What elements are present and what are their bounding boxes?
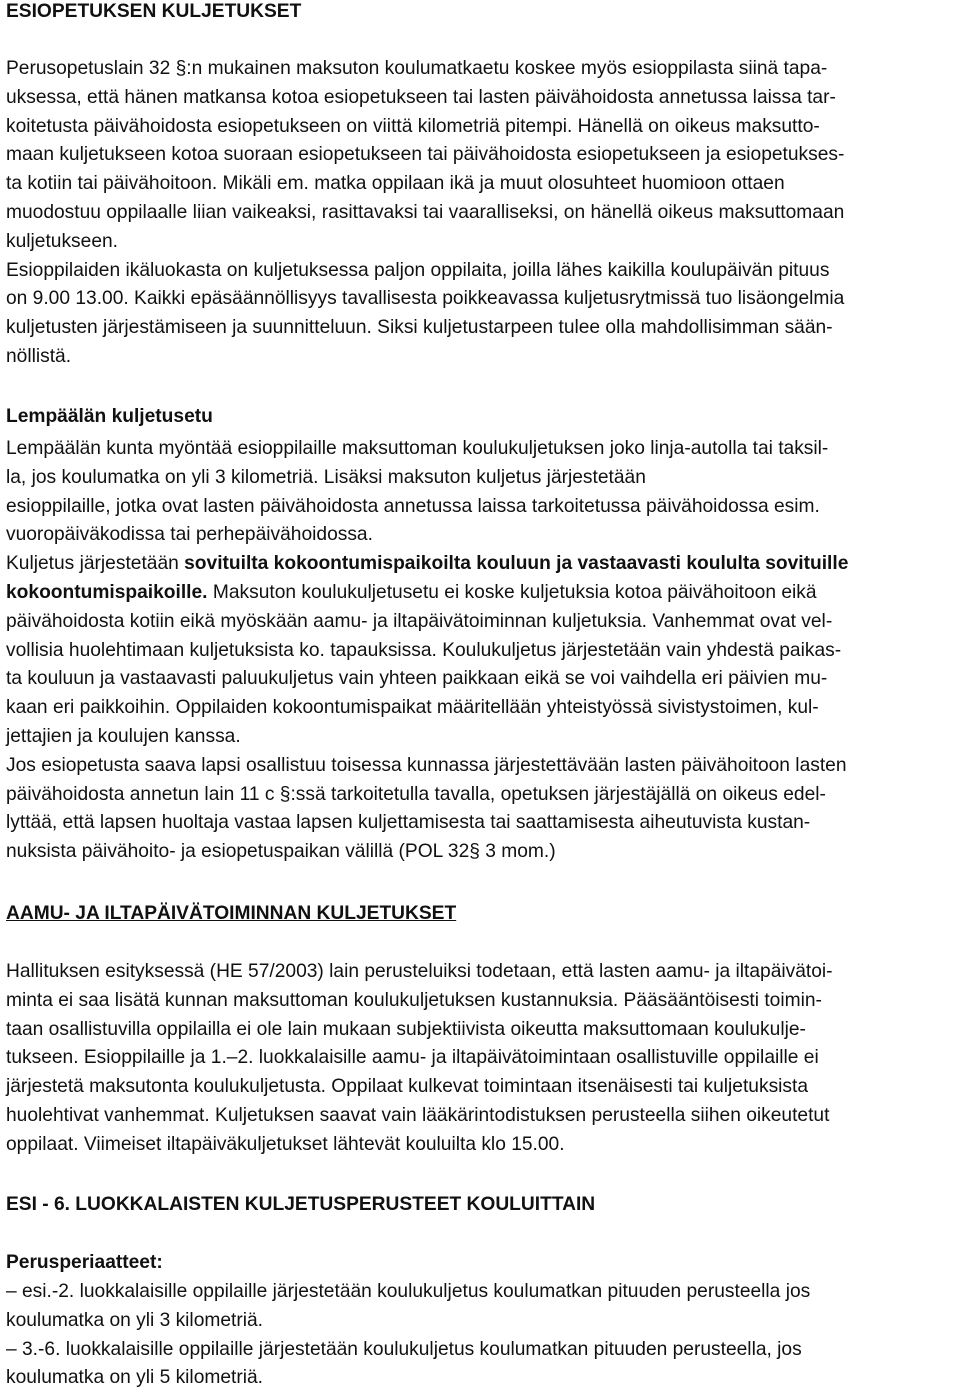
text-line: muodostuu oppilaalle liian vaikeaksi, rasittavaksi tai vaaralliseksi, on hänellä oikeus maksuttomaan (6, 201, 845, 223)
text-line: Perusopetuslain 32 §:n mukainen maksuton koulumatkaetu koskee myös esioppilasta siinä tapa- (6, 58, 828, 79)
paragraph-esiopetus (6, 55, 956, 372)
text-line: kaan eri paikkoihin. Oppilaiden kokoontumispaikat määritellään yhteistyössä sivistystoimen, kul- (6, 697, 819, 719)
text-run: Maksuton koulukuljetusetu ei koske kuljetuksia kotoa päivähoitoon eikä (207, 581, 817, 603)
text-line: koitetusta päivähoidosta esiopetukseen on viittä kilometriä pitempi. Hänellä on oikeus maksutto- (6, 115, 820, 137)
text-line: oppilaat. Viimeiset iltapäiväkuljetukset lähtevät kouluilta klo 15.00. (6, 1133, 565, 1155)
heading-esi-6-luokkalaisten: ESI - 6. LUOKKALAISTEN KULJETUSPERUSTEET KOULUITTAIN (6, 1194, 596, 1215)
text-line: kuljetusten järjestämiseen ja suunnitteluun. Siksi kuljetustarpeen tulee olla mahdollisimman sään- (6, 317, 833, 339)
text-line: vuoropäiväkodissa tai perhepäivähoidossa. (6, 524, 373, 546)
text-line: päivähoidosta kotiin eikä myöskään aamu- ja iltapäivätoiminnan kuljetuksia. Vanhemmat ovat vel- (6, 610, 833, 632)
text-line: huolehtivat vanhemmat. Kuljetuksen saavat vain lääkärintodistuksen perusteella siihen oikeutetut (6, 1104, 830, 1126)
text-line: on 9.00 13.00. Kaikki epäsäännöllisyys tavallisesta poikkeavassa kuljetusrytmissä tuo lisäongelmia (6, 288, 845, 310)
text-line: ta kouluun ja vastaavasti paluukuljetus vain yhteen paikkaan eikä se voi vaihdella eri päivien mu- (6, 668, 828, 690)
text-line: la, jos koulumatka on yli 3 kilometriä. Lisäksi maksuton kuljetus järjestetään (6, 466, 646, 488)
text-line: minta ei saa lisätä kunnan maksuttoman koulukuljetuksen kustannuksia. Pääsääntöisesti toimin- (6, 989, 822, 1011)
text-line: maan kuljetukseen kotoa suoraan esiopetukseen tai päivähoidosta esiopetukseen ja esiopetukses- (6, 144, 845, 166)
text-line: järjestetä maksutonta koulukuljetusta. Oppilaat kulkevat toimintaan itsenäisesti tai kuljetuksista (6, 1076, 809, 1098)
list-item-continuation: koulumatka on yli 3 kilometriä. (6, 1309, 264, 1331)
text-line: nöllistä. (6, 345, 72, 367)
text-line: Lempäälän kunta myöntää esioppilaille maksuttoman koulukuljetuksen joko linja-autolla tai taksil- (6, 438, 829, 459)
text-line: jettajien ja koulujen kanssa. (6, 725, 241, 747)
paragraph-lempaala (6, 435, 956, 867)
text-line (6, 579, 956, 608)
text-line: uksessa, että hänen matkansa kotoa esiopetukseen tai lasten päivähoidosta annetussa laissa tar- (6, 86, 836, 108)
bold-text-run: sovituilta kokoontumispaikoilta kouluun ja vastaavasti koululta sovituille (184, 553, 849, 575)
list-item: – esi.-2. luokkalaisille oppilaille järjestetään koulukuljetus koulumatkan pituuden perusteella jos (6, 1281, 811, 1302)
text-line: taan osallistuvilla oppilailla ei ole lain mukaan subjektiivista oikeutta maksuttomaan koulukulje- (6, 1018, 806, 1040)
text-line: Jos esiopetusta saava lapsi osallistuu toisessa kunnassa järjestettävään lasten päivähoitoon lasten (6, 754, 847, 776)
text-line: kuljetukseen. (6, 230, 118, 252)
text-line: vollisia huolehtimaan kuljetuksista ko. tapauksissa. Koulukuljetus järjestetään vain yhdestä paikas- (6, 639, 842, 661)
list-item: – 3.-6. luokkalaisille oppilaille järjestetään koulukuljetus koulumatkan pituuden perusteella, jos (6, 1338, 802, 1360)
list-perusperiaatteet (6, 1278, 956, 1393)
text-run: Kuljetus järjestetään (6, 553, 185, 575)
text-line: tukseen. Esioppilaille ja 1.–2. luokkalaisille aamu- ja iltapäivätoimintaan osallistuville oppilaille ei (6, 1047, 819, 1069)
bold-text-run: kokoontumispaikoille. (6, 581, 208, 603)
text-line: esioppilaille, jotka ovat lasten päivähoidosta annetussa laissa tarkoitetussa päivähoidossa esim. (6, 495, 820, 517)
text-line: lyttää, että lapsen huoltaja vastaa lapsen kuljettamisesta tai saattamisesta aiheutuvista kustan- (6, 812, 811, 834)
text-line: päivähoidosta annetun lain 11 c §:ssä tarkoitetulla tavalla, opetuksen järjestäjällä on oikeus edel- (6, 783, 826, 805)
text-line (6, 550, 956, 579)
text-line: nuksista päivähoito- ja esiopetuspaikan välillä (POL 32§ 3 mom.) (6, 841, 556, 863)
paragraph-aamu-ilta (6, 958, 956, 1160)
heading-aamu-ja-iltapaivatoiminnan: AAMU- JA ILTAPÄIVÄTOIMINNAN KULJETUKSET (6, 903, 457, 924)
heading-esiopetuksen-kuljetukset: ESIOPETUKSEN KULJETUKSET (6, 1, 302, 22)
heading-perusperiaatteet: Perusperiaatteet: (6, 1252, 163, 1273)
text-line: Esioppilaiden ikäluokasta on kuljetuksessa paljon oppilaita, joilla lähes kaikilla koulupäivän pituus (6, 259, 830, 281)
heading-lempaalan-kuljetusetu: Lempäälän kuljetusetu (6, 406, 213, 427)
text-line: Hallituksen esityksessä (HE 57/2003) lain perusteluiksi todetaan, että lasten aamu- ja iltapäivätoi- (6, 961, 833, 982)
list-item-continuation: koulumatka on yli 5 kilometriä. (6, 1367, 264, 1389)
text-line: ta kotiin tai päivähoitoon. Mikäli em. matka oppilaan ikä ja muut olosuhteet huomioon ottaen (6, 173, 785, 195)
